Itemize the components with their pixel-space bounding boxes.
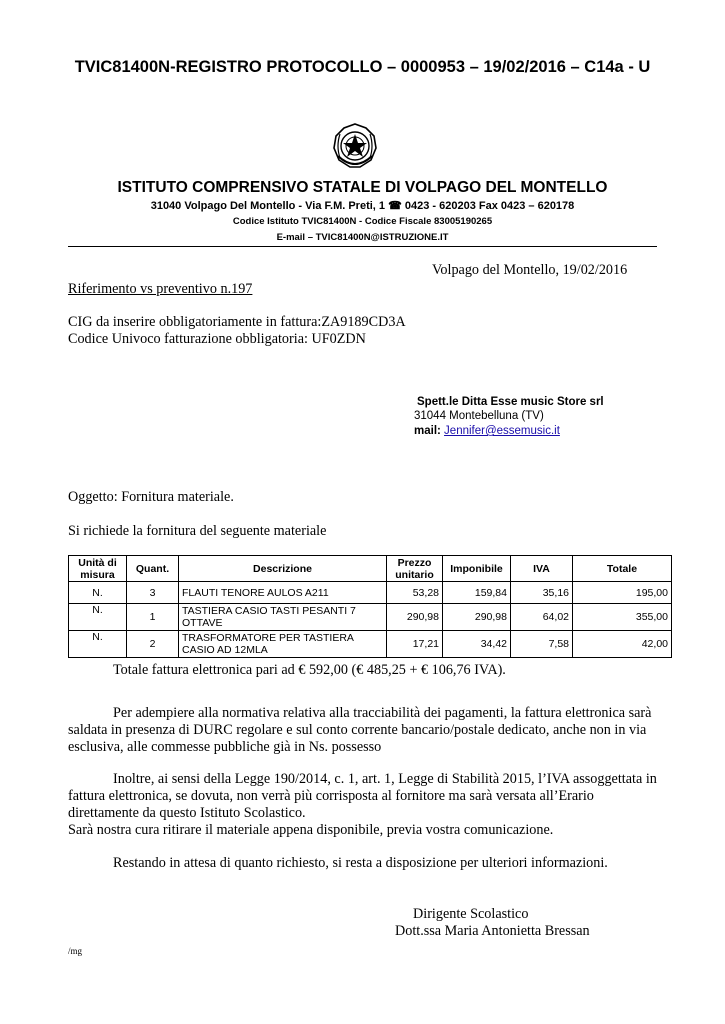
phone-fax: 0423 - 620203 Fax 0423 – 620178 bbox=[404, 200, 575, 212]
school-name: ISTITUTO COMPRENSIVO STATALE DI VOLPAGO DEL MONTELLO bbox=[117, 179, 608, 196]
cell-unit: N. bbox=[69, 604, 127, 631]
col-qty: Quant. bbox=[127, 556, 179, 582]
col-taxable: Imponibile bbox=[443, 556, 511, 582]
school-address: 31040 Volpago Del Montello - Via F.M. Preti, 1 bbox=[150, 200, 386, 212]
cell-taxable: 159,84 bbox=[443, 582, 511, 604]
col-price: Prezzo unitario bbox=[387, 556, 443, 582]
cell-unit: N. bbox=[69, 582, 127, 604]
school-address-line bbox=[0, 199, 725, 212]
recipient-mail-label: mail: bbox=[414, 425, 441, 437]
cell-unit: N. bbox=[69, 631, 127, 658]
cell-desc: TRASFORMATORE PER TASTIERA CASIO AD 12MLA bbox=[179, 631, 387, 658]
invoice-total: Totale fattura elettronica pari ad € 592,00 (€ 485,25 + € 106,76 IVA). bbox=[113, 662, 506, 678]
cell-desc: FLAUTI TENORE AULOS A211 bbox=[179, 582, 387, 604]
col-total: Totale bbox=[573, 556, 672, 582]
items-table bbox=[68, 555, 672, 658]
col-vat: IVA bbox=[511, 556, 573, 582]
col-unit: Unità di misura bbox=[69, 556, 127, 582]
pickup-text: Sarà nostra cura ritirare il materiale appena disponibile, previa vostra comunicazione. bbox=[68, 822, 554, 838]
vat-paragraph bbox=[68, 771, 668, 839]
cell-price: 290,98 bbox=[387, 604, 443, 631]
col-desc: Descrizione bbox=[179, 556, 387, 582]
cell-qty: 3 bbox=[127, 582, 179, 604]
cell-total: 42,00 bbox=[573, 631, 672, 658]
vat-text: Inoltre, ai sensi della Legge 190/2014, c. 1, art. 1, Legge di Stabilità 2015, l’IVA assoggettata in fattura elettronica, se dovuta, non verrà più corrisposta al fornitore ma sarà versata all’Erario direttamente da questo Istituto Scolastico. bbox=[68, 771, 657, 821]
protocol-header: TVIC81400N-REGISTRO PROTOCOLLO – 0000953 – 19/02/2016 – C14a - U bbox=[74, 58, 651, 76]
recipient-name: Spett.le Ditta Esse music Store srl bbox=[417, 396, 604, 408]
recipient-mail-link[interactable]: Jennifer@essemusic.it bbox=[444, 425, 560, 437]
subject-line: Oggetto: Fornitura materiale. bbox=[68, 489, 234, 505]
closing-text: Restando in attesa di quanto richiesto, si resta a disposizione per ulteriori informazioni. bbox=[113, 855, 608, 871]
table-row bbox=[69, 582, 672, 604]
cig-code: CIG da inserire obbligatoriamente in fattura:ZA9189CD3A bbox=[68, 314, 406, 330]
closing-paragraph bbox=[68, 855, 668, 872]
request-line: Si richiede la fornitura del seguente materiale bbox=[68, 523, 327, 539]
cell-taxable: 34,42 bbox=[443, 631, 511, 658]
school-email: E-mail – TVIC81400N@ISTRUZIONE.IT bbox=[276, 232, 449, 243]
cell-total: 355,00 bbox=[573, 604, 672, 631]
signature-name: Dott.ssa Maria Antonietta Bressan bbox=[395, 923, 590, 939]
telephone-icon: ☎ bbox=[388, 200, 402, 212]
table-row bbox=[69, 604, 672, 631]
recipient-mail bbox=[414, 425, 560, 437]
footer-initials: /mg bbox=[68, 946, 83, 956]
cell-vat: 35,16 bbox=[511, 582, 573, 604]
place-date: Volpago del Montello, 19/02/2016 bbox=[432, 262, 628, 278]
traceability-paragraph bbox=[68, 705, 668, 756]
cell-taxable: 290,98 bbox=[443, 604, 511, 631]
cell-price: 53,28 bbox=[387, 582, 443, 604]
italian-republic-emblem-icon bbox=[330, 120, 380, 172]
school-codes: Codice Istituto TVIC81400N - Codice Fiscale 83005190265 bbox=[232, 216, 493, 227]
cell-qty: 2 bbox=[127, 631, 179, 658]
table-row bbox=[69, 631, 672, 658]
cell-vat: 7,58 bbox=[511, 631, 573, 658]
cell-desc: TASTIERA CASIO TASTI PESANTI 7 OTTAVE bbox=[179, 604, 387, 631]
cell-vat: 64,02 bbox=[511, 604, 573, 631]
cell-price: 17,21 bbox=[387, 631, 443, 658]
unique-billing-code: Codice Univoco fatturazione obbligatoria: UF0ZDN bbox=[68, 331, 366, 347]
recipient-city: 31044 Montebelluna (TV) bbox=[414, 410, 544, 422]
traceability-text: Per adempiere alla normativa relativa alla tracciabilità dei pagamenti, la fattura elettronica sarà saldata in presenza di DURC regolare e sul conto corrente bancario/postale dedicato, anche non in via esclusiva, alle commesse pubbliche già in Ns. possesso bbox=[68, 705, 652, 755]
cell-qty: 1 bbox=[127, 604, 179, 631]
table-header-row bbox=[69, 556, 672, 582]
cell-total: 195,00 bbox=[573, 582, 672, 604]
quote-reference: Riferimento vs preventivo n.197 bbox=[68, 281, 253, 297]
header-divider bbox=[68, 246, 657, 247]
signature-role: Dirigente Scolastico bbox=[413, 906, 529, 922]
